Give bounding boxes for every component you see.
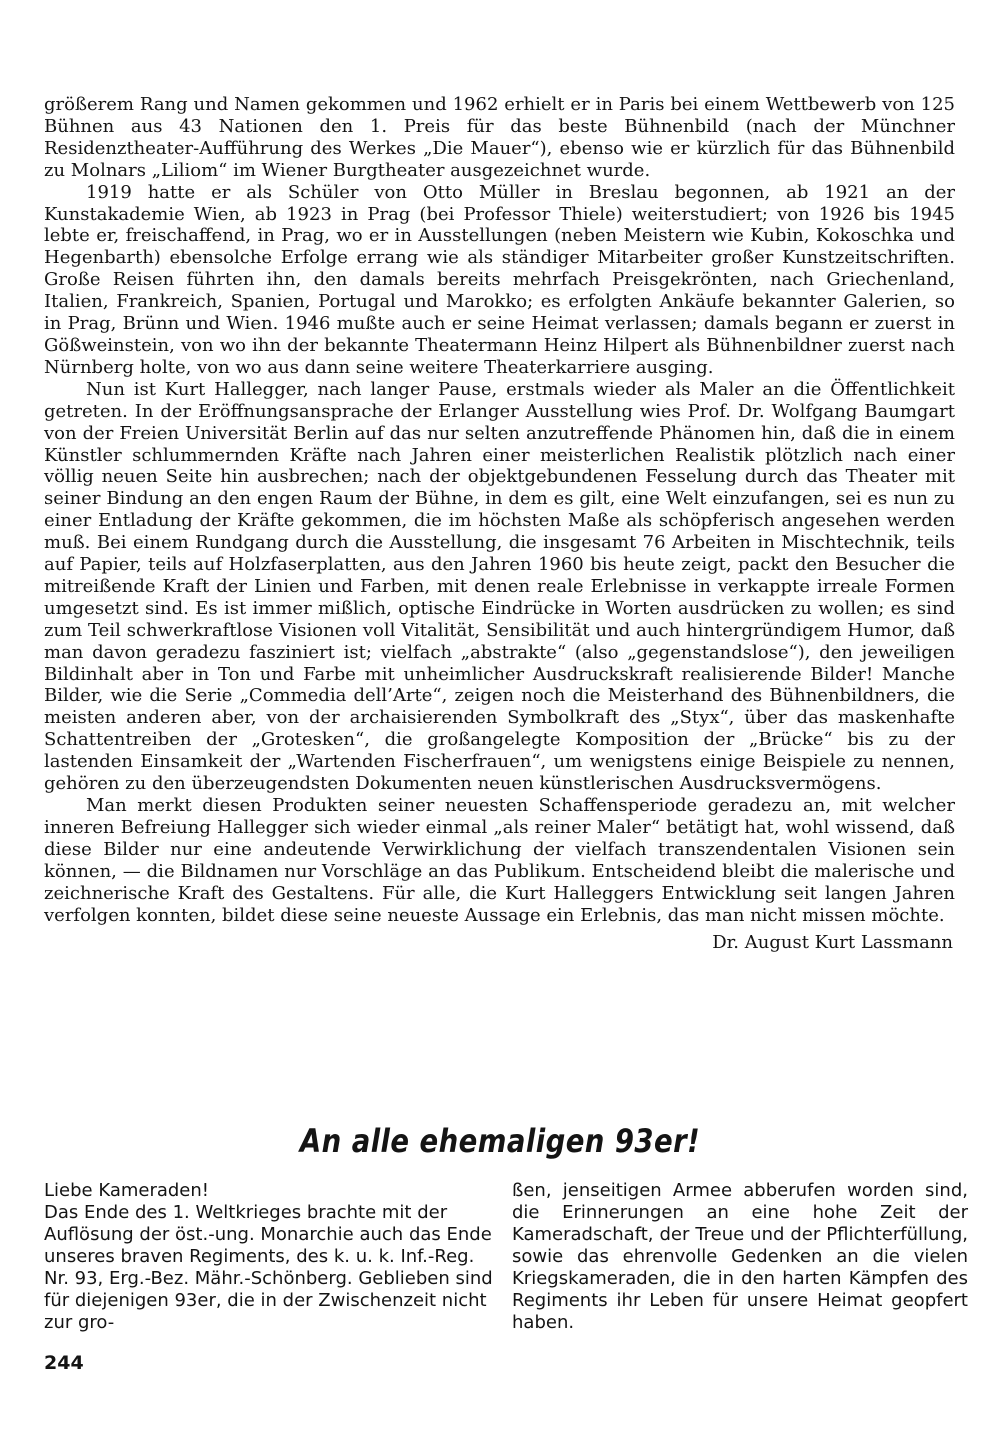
letter-left-column <box>44 1180 496 1334</box>
article-paragraph-4: Man merkt diesen Produkten seiner neuesten Schaffensperiode geradezu an, mit welcher inneren Befreiung Hallegger sich wieder einmal „als reiner Maler“ betätigt hat, wohl wissend, daß diese Bilder nur eine andeutende Verwirklichung der vielfach transzendentalen Visionen sein können, — die Bildnamen nur Vorschläge an das Publikum. Entscheidend bleibt die malerische und zeichnerische Kraft des Gestaltens. Für alle, die Kurt Halleggers Entwicklung seit langen Jahren verfolgen konnten, bildet diese seine neueste Aussage ein Erlebnis, das man nicht missen möchte. <box>44 795 955 926</box>
article-paragraph-2: 1919 hatte er als Schüler von Otto Müller in Breslau begonnen, ab 1921 an der Kunstakademie Wien, ab 1923 in Prag (bei Professor Thiele) weiterstudiert; von 1926 bis 1945 lebte er, freischaffend, in Prag, wo er in Ausstellungen (neben Meistern wie Kubin, Kokoschka und Hegenbarth) ebensolche Erfolge errang wie als ständiger Mitarbeiter großer Kunstzeitschriften. Große Reisen führten ihn, den damals bereits mehrfach Preisgekrönten, nach Griechenland, Italien, Frankreich, Spanien, Portugal und Marokko; es erfolgten Ankäufe bekannter Galerien, so in Prag, Brünn und Wien. 1946 mußte auch er seine Heimat verlassen; damals begann er zuerst in Gößweinstein, von wo ihn der bekannte Theatermann Heinz Hilpert als Bühnenbildner zuerst nach Nürnberg holte, von wo aus dann seine weitere Theaterkarriere ausging. <box>44 181 955 378</box>
page-number: 244 <box>44 1352 84 1374</box>
article-paragraph-1: größerem Rang und Namen gekommen und 1962 erhielt er in Paris bei einem Wettbewerb von 125 Bühnen aus 43 Nationen den 1. Preis für das beste Bühnenbild (nach der Münchner Residenztheater-Aufführung des Werkes „Die Mauer“), ebenso wie er kürzlich für das Bühnenbild zu Molnars „Liliom“ im Wiener Burgtheater ausgezeichnet wurde. <box>44 94 955 181</box>
letter-right-column <box>512 1180 968 1334</box>
author-signature: Dr. August Kurt Lassmann <box>712 932 953 954</box>
section-headline: An alle ehemaligen 93er! <box>299 1122 701 1160</box>
letter-right-text: ßen, jenseitigen Armee abberufen worden sind, die Erinnerungen an eine hohe Zeit der Kameradschaft, der Treue und der Pflichterfüllung, sowie das ehrenvolle Gedenken an die vielen Kriegskameraden, die in den harten Kämpfen des Regiments ihr Leben für unsere Heimat geopfert haben. <box>512 1180 968 1333</box>
article-body <box>44 94 955 954</box>
article-paragraph-3: Nun ist Kurt Hallegger, nach langer Pause, erstmals wieder als Maler an die Öffentlichkeit getreten. In der Eröffnungsansprache der Erlanger Ausstellung wies Prof. Dr. Wolfgang Baumgart von der Freien Universität Berlin auf das nur selten anzutreffende Phänomen hin, daß die in einem Künstler schlummernden Kräfte nach Jahren einer meisterlichen Realistik plötzlich nach einer völlig neuen Seite hin ausbrechen; nach der objektgebundenen Fesselung durch das Theater mit seiner Bindung an den engen Raum der Bühne, in dem es gilt, eine Welt einzufangen, sei es nun zu einer Entladung der Kräfte gekommen, die im höchsten Maße als schöpferisch angesehen werden muß. Bei einem Rundgang durch die Ausstellung, die insgesamt 76 Arbeiten in Mischtechnik, teils auf Papier, teils auf Holzfaserplatten, aus den Jahren 1960 bis heute zeigt, packt den Besucher die mitreißende Kraft der Linien und Farben, mit denen reale Erlebnisse in verkappte irreale Formen umgesetzt sind. Es ist immer mißlich, optische Eindrücke in Worten ausdrücken zu wollen; es sind zum Teil schwerkraftlose Visionen voll Vitalität, Sensibilität und auch hintergründigem Humor, daß man davon geradezu fasziniert ist; vielfach „abstrakte“ (also „gegenstandslose“), den jeweiligen Bildinhalt aber in Ton und Farbe mit unheimlicher Ausdruckskraft realisierende Bilder! Manche Bilder, wie die Serie „Commedia dell’Arte“, zeigen noch die Meisterhand des Bühnenbildners, die meisten anderen aber, von der archaisierenden Symbolkraft des „Styx“, über das maskenhafte Schattentreiben der „Grotesken“, die großangelegte Komposition der „Brücke“ bis zu der lastenden Einsamkeit der „Wartenden Fischerfrauen“, um wenigstens einige Beispiele zu nennen, gehören zu den überzeugendsten Dokumenten neuen künstlerischen Ausdrucksvermögens. <box>44 378 955 795</box>
letter-left-text: Das Ende des 1. Weltkrieges brachte mit der Auflösung der öst.-ung. Monarchie auch das Ende unseres braven Regiments, des k. u. k. Inf.-Reg. Nr. 93, Erg.-Bez. Mähr.-Schönberg. Geblieben sind für diejenigen 93er, die in der Zwischenzeit nicht zur gro- <box>44 1202 493 1333</box>
letter-greeting: Liebe Kameraden! <box>44 1180 210 1201</box>
